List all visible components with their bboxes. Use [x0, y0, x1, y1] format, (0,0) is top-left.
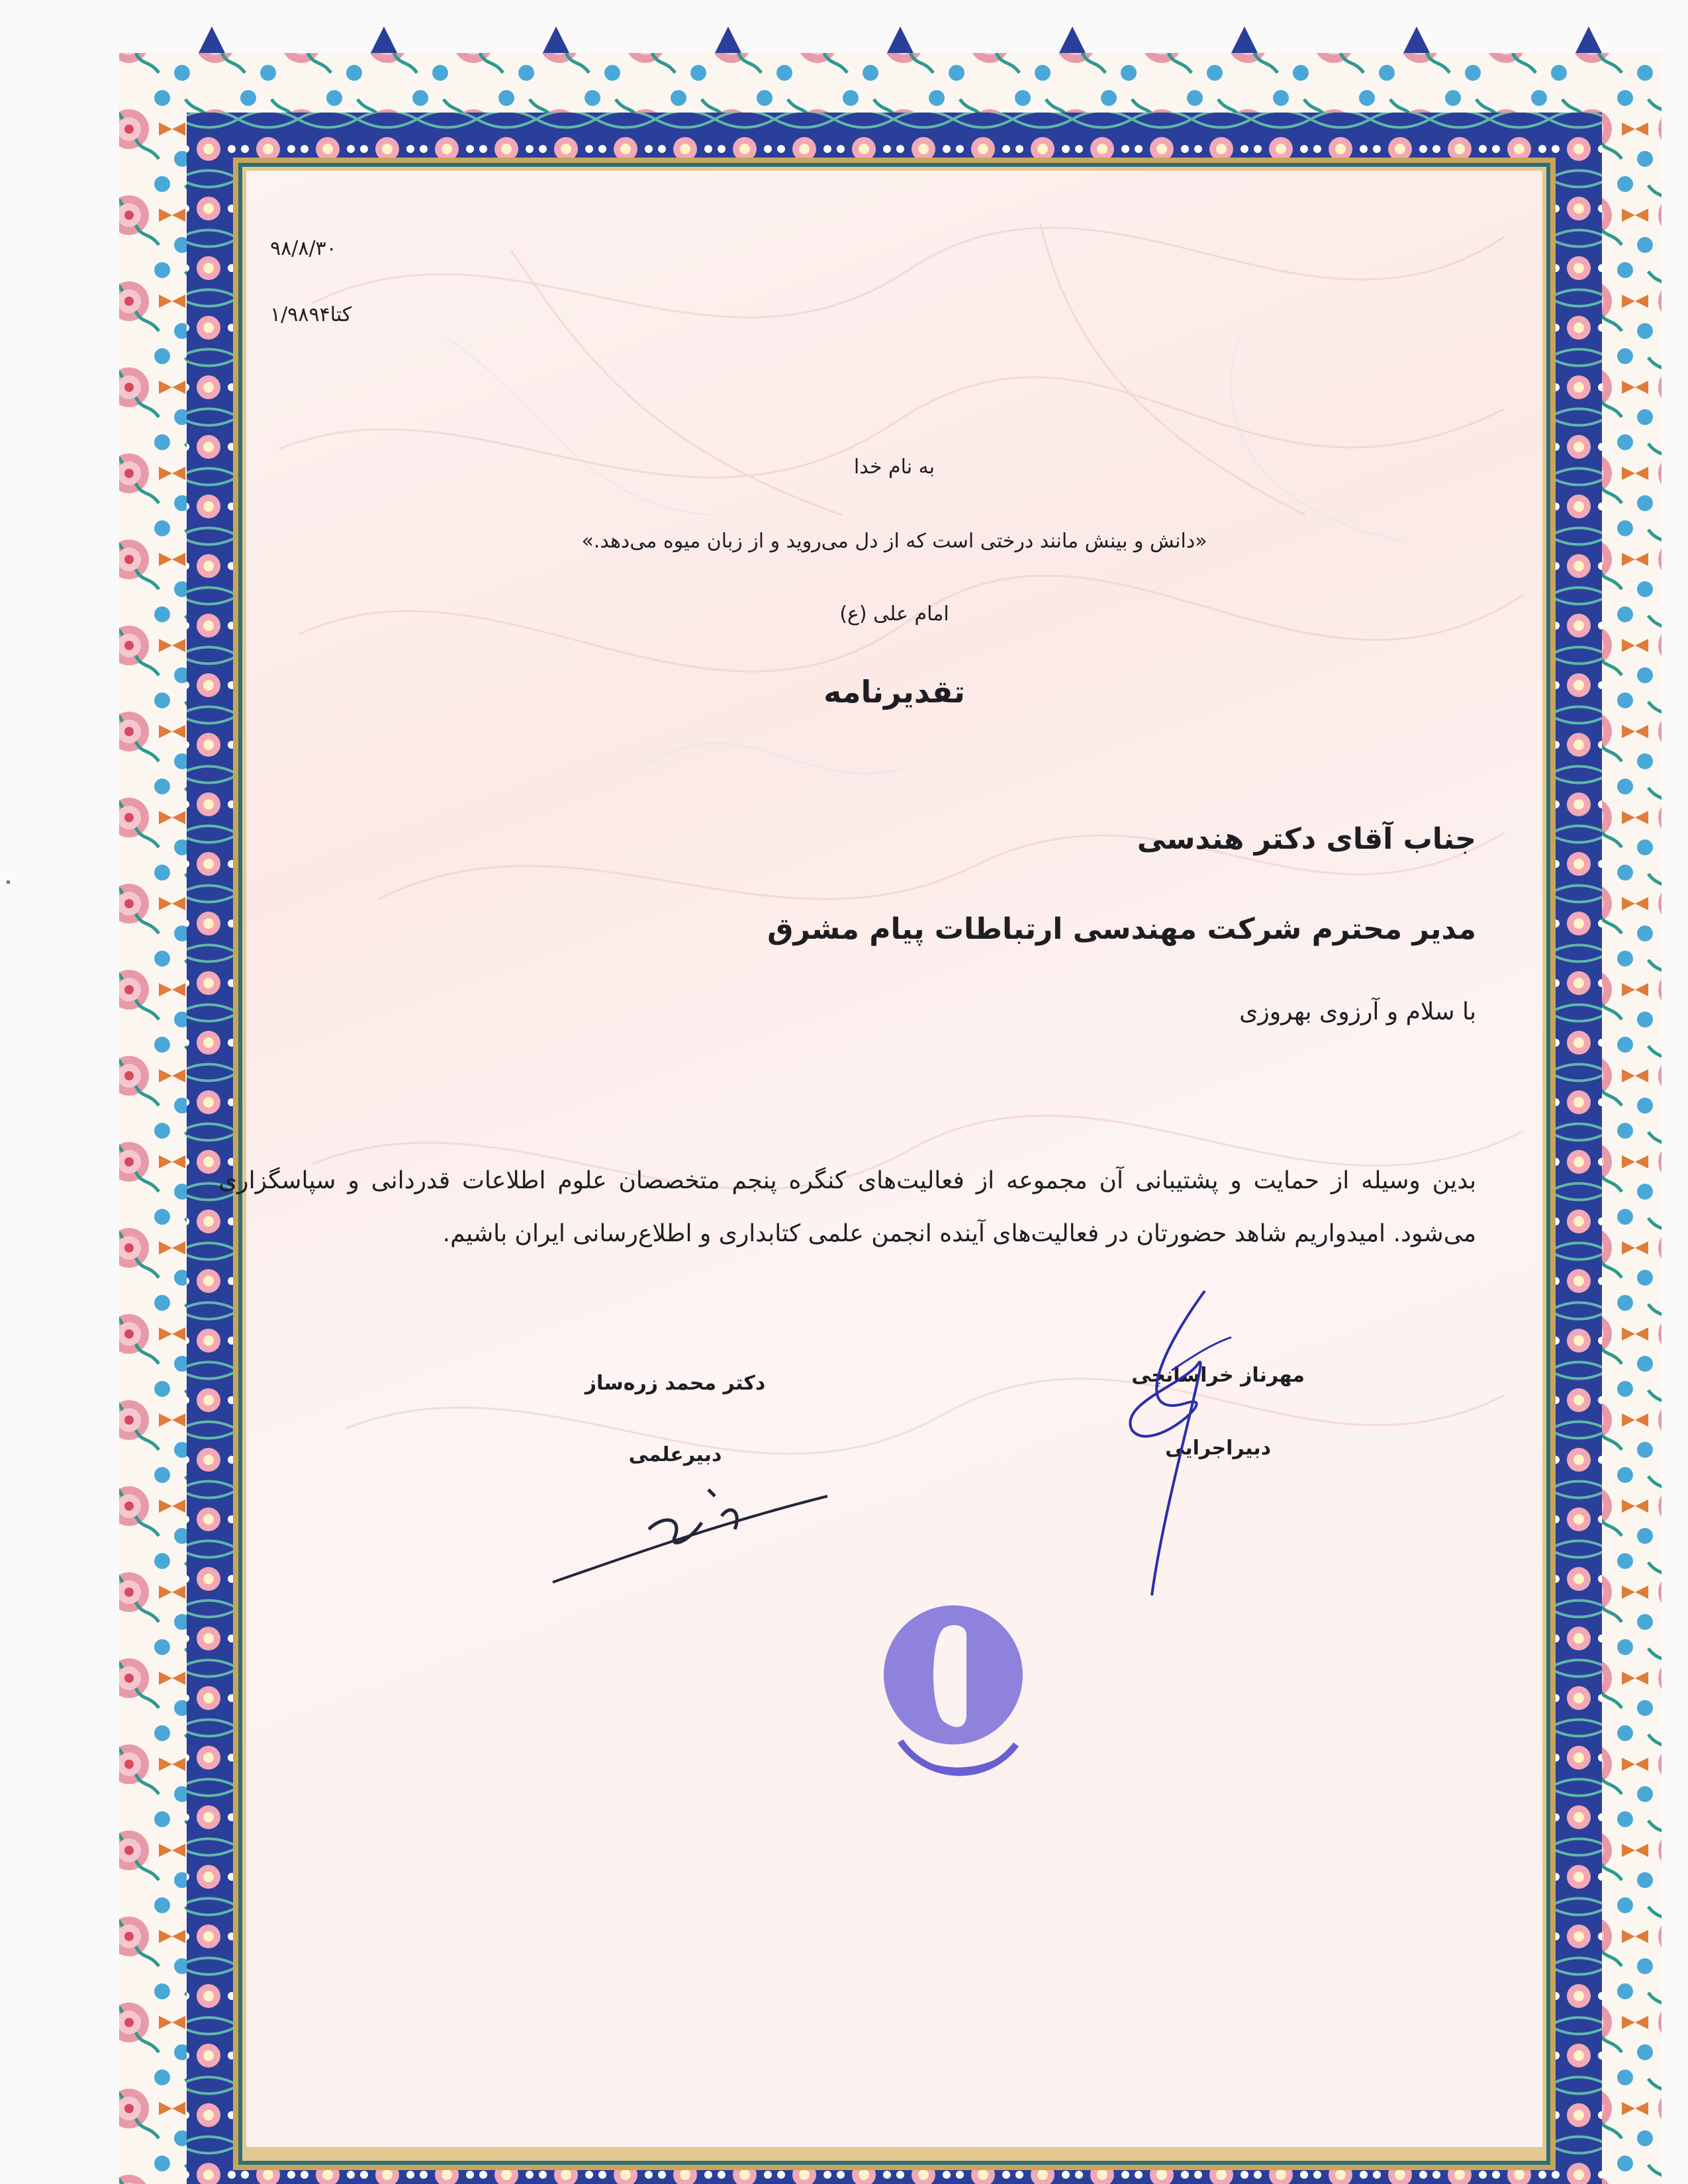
association-seal [874, 1602, 1033, 1794]
signatory-scientific-name: دکتر محمد زره‌ساز [585, 1372, 766, 1395]
body-paragraph: بدین وسیله از حمایت و پشتیبانی آن مجموعه از فعالیت‌های کنگره پنجم متخصصان علوم اطلاعات قدردانی و سپاسگزاری می‌شود. امیدواریم شاهد حضورتان در فعالیت‌های آینده انجمن علمی کتابداری و اطلاع‌رسانی ایران باشیم. [218, 1167, 1476, 1247]
quote-author: امام علی (ع) [839, 602, 949, 626]
signatory-scientific-role: دبیرعلمی [628, 1443, 722, 1466]
signature-scientific [549, 1476, 834, 1589]
signatory-executive-name: مهرناز خراسانچی [1131, 1364, 1305, 1387]
scan-artifact [7, 880, 10, 884]
greeting: با سلام و آرزوی بهروزی [1239, 998, 1476, 1025]
signature-executive [1112, 1284, 1244, 1602]
letter-date: ۹۸/۸/۳۰ [270, 237, 337, 260]
quote: «دانش و بینش مانند درختی است که از دل می‌روید و از زبان میوه می‌دهد.» [581, 530, 1207, 553]
certificate-title: تقدیرنامه [823, 674, 965, 710]
signatory-executive-role: دبیراجرایی [1164, 1437, 1272, 1460]
recipient-position: مدیر محترم شرکت مهندسی ارتباطات پیام مشرق [767, 912, 1476, 946]
recipient-name: جناب آقای دکتر هندسی [1137, 822, 1476, 856]
letter-reference-number: ۱/۹۸۹۴کتا [270, 303, 352, 326]
basmala: به نام خدا [853, 455, 935, 479]
